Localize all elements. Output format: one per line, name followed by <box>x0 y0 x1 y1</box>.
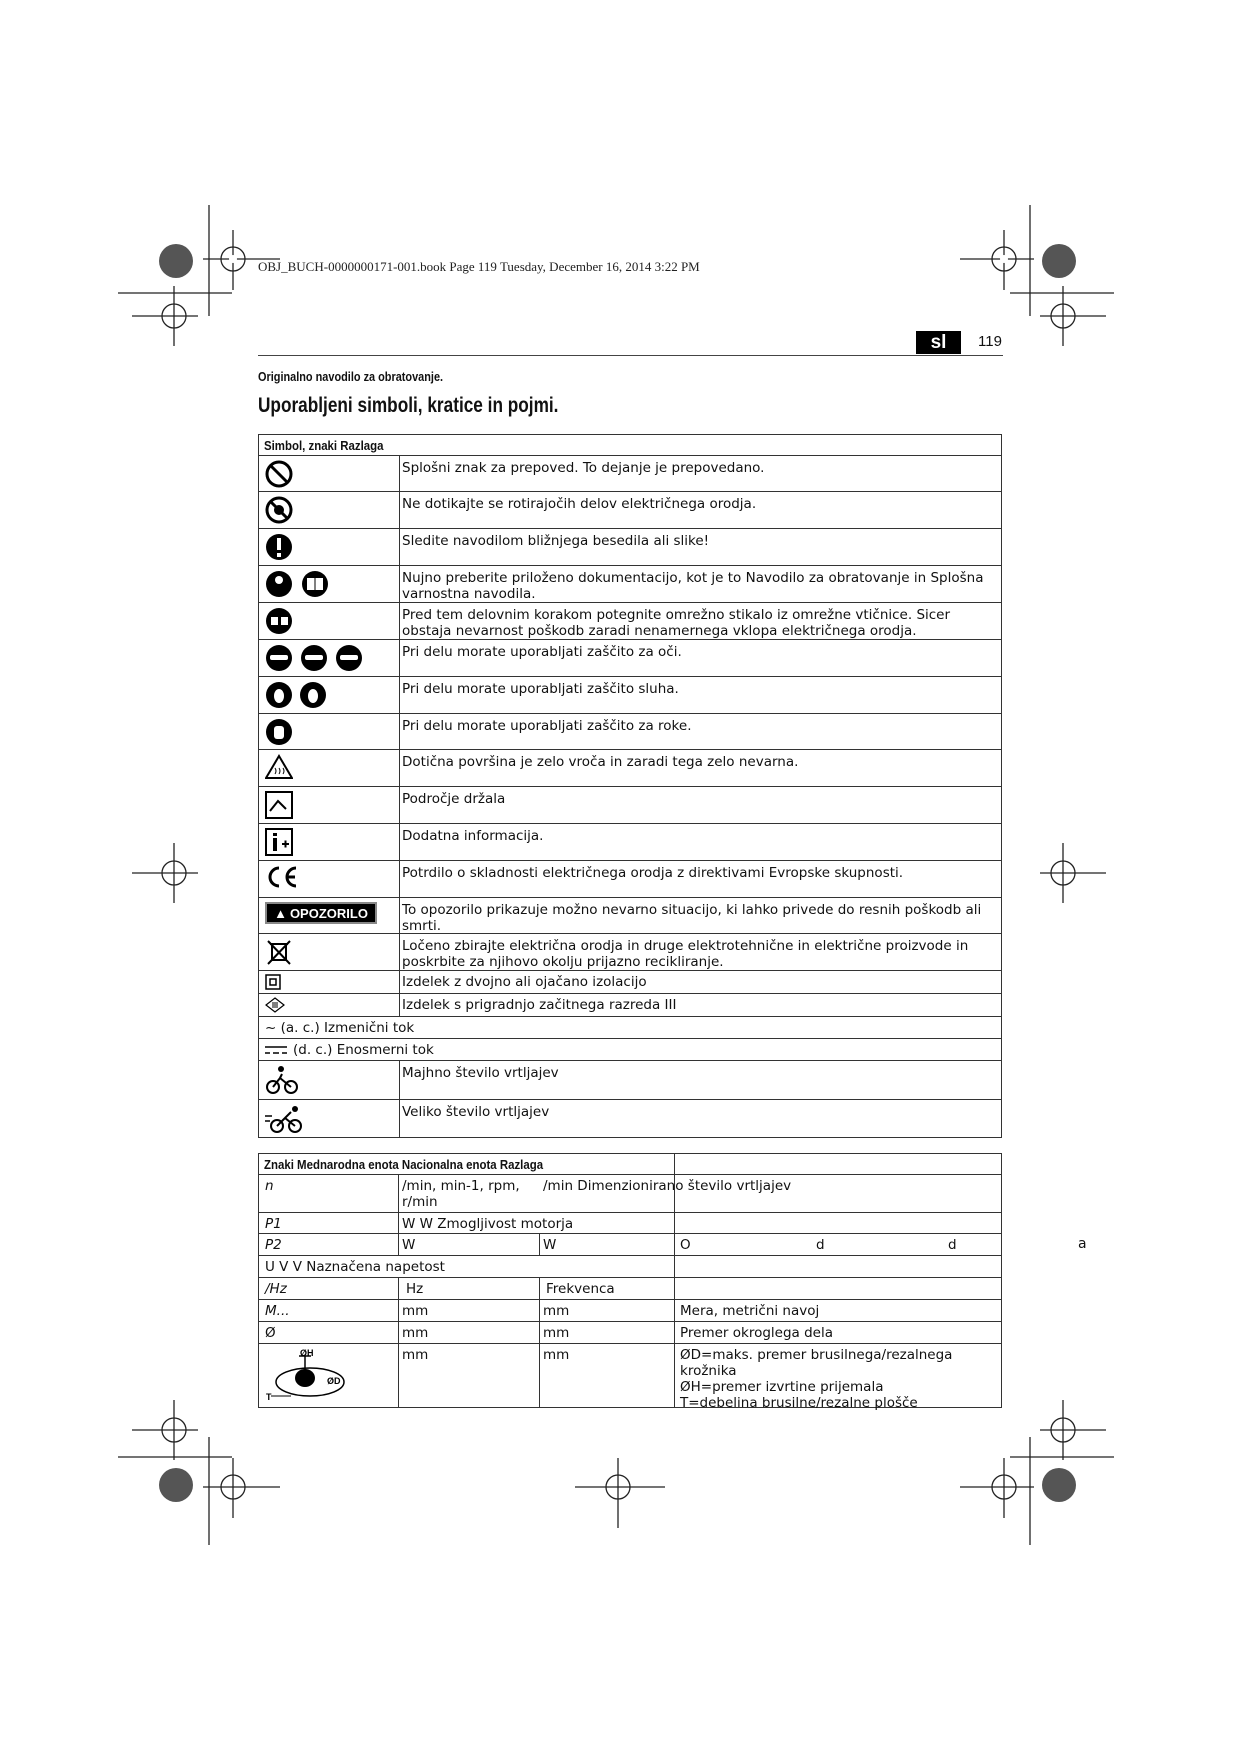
subtitle: Originalno navodilo za obratovanje. <box>258 369 444 384</box>
header-rule <box>258 355 1003 356</box>
table-row: Področje držala <box>259 786 1001 823</box>
print-info: OBJ_BUCH-0000000171-001.book Page 119 Tuesday, December 16, 2014 3:22 PM <box>258 259 700 274</box>
disc-bore-diameter-text: ØH=premer izvrtine prijemala <box>680 1379 884 1395</box>
symbols-table-header: Simbol, znaki Razlaga <box>264 438 384 453</box>
table-row: Potrdilo o skladnosti električnega orodja z direktivami Evropske skupnosti. <box>259 860 1001 897</box>
dc-icon <box>265 1045 287 1055</box>
units-table-header: Znaki Mednarodna enota Nacionalna enota Razlaga <box>259 1154 1001 1174</box>
svg-text:ØH: ØH <box>300 1348 314 1358</box>
disc-thickness-text: T=debelina brusilne/rezalne plošče <box>680 1395 918 1411</box>
units-table <box>258 1153 1002 1411</box>
table-row: /Hz Hz Frekvenca <box>259 1277 1001 1299</box>
weee-bin-icon <box>265 938 293 966</box>
page-number: 119 <box>978 333 1002 350</box>
hot-surface-icon <box>265 754 293 780</box>
ce-mark-icon <box>265 865 299 889</box>
table-row: Dodatna informacija. <box>259 823 1001 860</box>
table-row: ~ (a. c.) Izmenični tok <box>259 1016 1001 1038</box>
table-row: P1 W W Zmogljivost motorja <box>259 1212 1001 1233</box>
table-row: Ø mm mm Premer okroglega dela <box>259 1321 1001 1343</box>
table-row: Pred tem delovnim korakom potegnite omrežno stikalo iz omrežne vtičnice. Sicer obstaja nevarnost poškodb zaradi nenamernega vklopa električnega orodja. <box>259 602 1001 639</box>
fast-bicycle-icon <box>265 1104 305 1134</box>
table-row: Majhno število vrtljajev <box>259 1060 1001 1099</box>
slow-bicycle-icon <box>265 1065 299 1095</box>
read-manual-icon <box>265 570 331 598</box>
table-row: Ločeno zbirajte električna orodja in druge elektrotehnične in električne proizvode in poskrbite za njihovo okolju prijazno recikliranje. <box>259 933 1001 970</box>
no-touch-rotating-parts-icon <box>265 496 293 524</box>
disc-dimensions-icon <box>265 1348 355 1402</box>
table-row: ØH ØD T mm mm ØD=maks. premer brusilnega/rezalnega krožnika ØH=premer izvrtine prijemala T=debelina brusilne/rezalne plošče <box>259 1343 1001 1407</box>
table-row: Izdelek z dvojno ali ojačano izolacijo <box>259 970 1001 993</box>
table-row: M... mm mm Mera, metrični navoj <box>259 1299 1001 1321</box>
table-row: Sledite navodilom bližnjega besedila ali slike! <box>259 528 1001 565</box>
double-insulation-icon <box>265 974 281 990</box>
class-iii-icon <box>265 997 285 1013</box>
svg-text:ØD: ØD <box>327 1376 341 1386</box>
info-icon <box>265 828 293 856</box>
table-row: P2 W W O d d <box>259 1233 1001 1255</box>
hand-protection-icon <box>265 718 293 746</box>
table-row: (d. c.) Enosmerni tok <box>259 1038 1001 1060</box>
symbols-table <box>258 434 1002 1138</box>
table-row: n /min, min-1, rpm, r/min /min Dimenzionirano število vrtljajev <box>259 1174 1001 1212</box>
table-row: Nujno preberite priloženo dokumentacijo, kot je to Navodilo za obratovanje in Splošna varnostna navodila. <box>259 565 1001 602</box>
grip-area-icon <box>265 791 293 819</box>
table-row: Pri delu morate uporabljati zaščito sluha. <box>259 676 1001 713</box>
svg-text:T: T <box>266 1392 272 1402</box>
prohibition-icon <box>265 460 293 488</box>
table-row: Dotična površina je zelo vroča in zaradi tega zelo nevarna. <box>259 749 1001 786</box>
table-row: Pri delu morate uporabljati zaščito za oči. <box>259 639 1001 676</box>
table-row: U V V Naznačena napetost <box>259 1255 1001 1277</box>
stray-character: a <box>1078 1236 1087 1252</box>
table-row: Veliko število vrtljajev <box>259 1099 1001 1137</box>
exclamation-icon <box>265 533 293 561</box>
eye-protection-icon <box>265 644 363 672</box>
table-row: Pri delu morate uporabljati zaščito za roke. <box>259 713 1001 749</box>
table-row: Izdelek s prigradnjo začitnega razreda III <box>259 993 1001 1016</box>
table-row: Splošni znak za prepoved. To dejanje je prepovedano. <box>259 455 1001 491</box>
warning-badge-icon: ▲ OPOZORILO <box>265 902 377 924</box>
language-badge: sl <box>916 331 961 354</box>
disc-outer-diameter-text: ØD=maks. premer brusilnega/rezalnega krožnika <box>680 1347 953 1379</box>
table-row: ▲ OPOZORILO To opozorilo prikazuje možno nevarno situacijo, ki lahko privede do resnih poškodb ali smrti. <box>259 897 1001 933</box>
page-title: Uporabljeni simboli, kratice in pojmi. <box>258 394 559 417</box>
unplug-icon <box>265 607 293 635</box>
table-row: Ne dotikajte se rotirajočih delov električnega orodja. <box>259 491 1001 528</box>
ear-protection-icon <box>265 681 329 709</box>
